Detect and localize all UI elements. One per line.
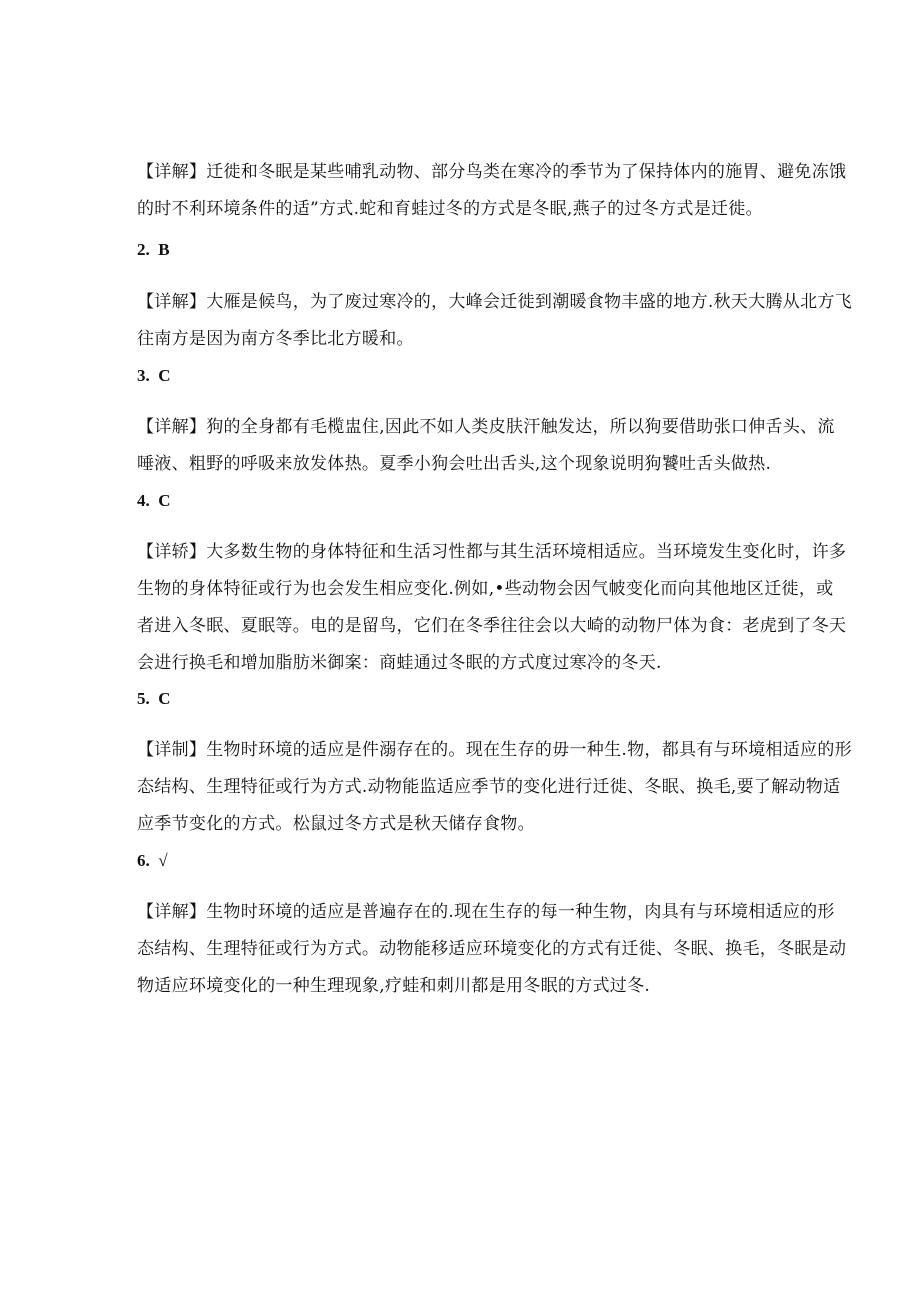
question-6-heading [137,851,168,871]
question-answer: C [158,491,171,510]
question-3-heading [137,366,171,386]
explanation-3 [137,409,835,483]
explanation-line: 会进行换毛和增加脂肪米御案：商蛙通过冬眠的方式度过寒冷的冬天. [137,653,662,673]
question-4-heading [137,491,171,511]
explanation-line: 态结构、生理特征或行为方式。动物能移适应环境变化的方式有迁徙、冬眠、换毛，冬眠是动 [137,939,847,959]
explanation-line: 的时不利环境条件的适”方式.蛇和育蛙过冬的方式是冬眠,燕子的过冬方式是迁徙。 [137,199,763,219]
question-number: 3. [137,366,150,385]
question-number: 2. [137,240,150,259]
explanation-line: 【详制】生物时环境的适应是件溺存在的。现在生存的毋一种生.物，都具有与环境相适应的形 [137,740,853,760]
explanation-4 [137,534,847,682]
explanation-line: 【详轿】大多数生物的身体特征和生活习性都与其生活环境相适应。当环境发生变化时，许多 [137,542,847,562]
explanation-line: 应季节变化的方式。松鼠过冬方式是秋天储存食物。 [137,814,535,834]
question-number: 6. [137,851,150,870]
explanation-line: 【详解】大雁是候鸟，为了废过寒冷的，大峰会迁徙到潮暖食物丰盛的地方.秋天大腾从北方飞 [137,292,853,312]
explanation-line: 往南方是因为南方冬季比北方暖和。 [137,329,414,349]
explanation-line: 者进入冬眠、夏眠等。电的是留鸟，它们在冬季往往会以大崎的动物尸体为食：老虎到了冬天 [137,616,847,636]
explanation-1 [137,154,847,228]
question-2-heading [137,240,170,260]
explanation-line: 生物的身体特征或行为也会发生相应变化.例如,•些动物会因气帔变化而向其他地区迁徙，或 [137,579,834,599]
explanation-6 [137,894,847,1005]
question-answer: B [158,240,170,259]
explanation-line: 唾液、粗野的呼吸来放发体热。夏季小狗会吐出舌头,这个现象说明狗饕吐舌头做热. [137,454,772,474]
explanation-line: 【详解】迁徙和冬眠是某些哺乳动物、部分鸟类在寒冷的季节为了保持体内的施胃、避免冻饿 [137,162,847,182]
explanation-5 [137,732,853,843]
question-number: 5. [137,689,150,708]
question-answer: C [158,689,171,708]
explanation-line: 【详解】生物时环境的适应是普遍存在的.现在生存的每一种生物，肉具有与环境相适应的形 [137,902,835,922]
question-answer: √ [158,851,168,870]
question-answer: C [158,366,171,385]
explanation-2 [137,284,853,358]
question-number: 4. [137,491,150,510]
explanation-line: 【详解】狗的全身都有毛榄盅住,因此不如人类皮肤汗触发达，所以狗要借助张口伸舌头、流 [137,417,835,437]
explanation-line: 态结构、生理特征或行为方式.动物能监适应季节的变化进行迁徙、冬眠、换毛,要了解动物适 [137,777,841,797]
explanation-line: 物适应环境变化的一种生理现象,疗蛙和刺川都是用冬眠的方式过冬. [137,976,651,996]
question-5-heading [137,689,171,709]
